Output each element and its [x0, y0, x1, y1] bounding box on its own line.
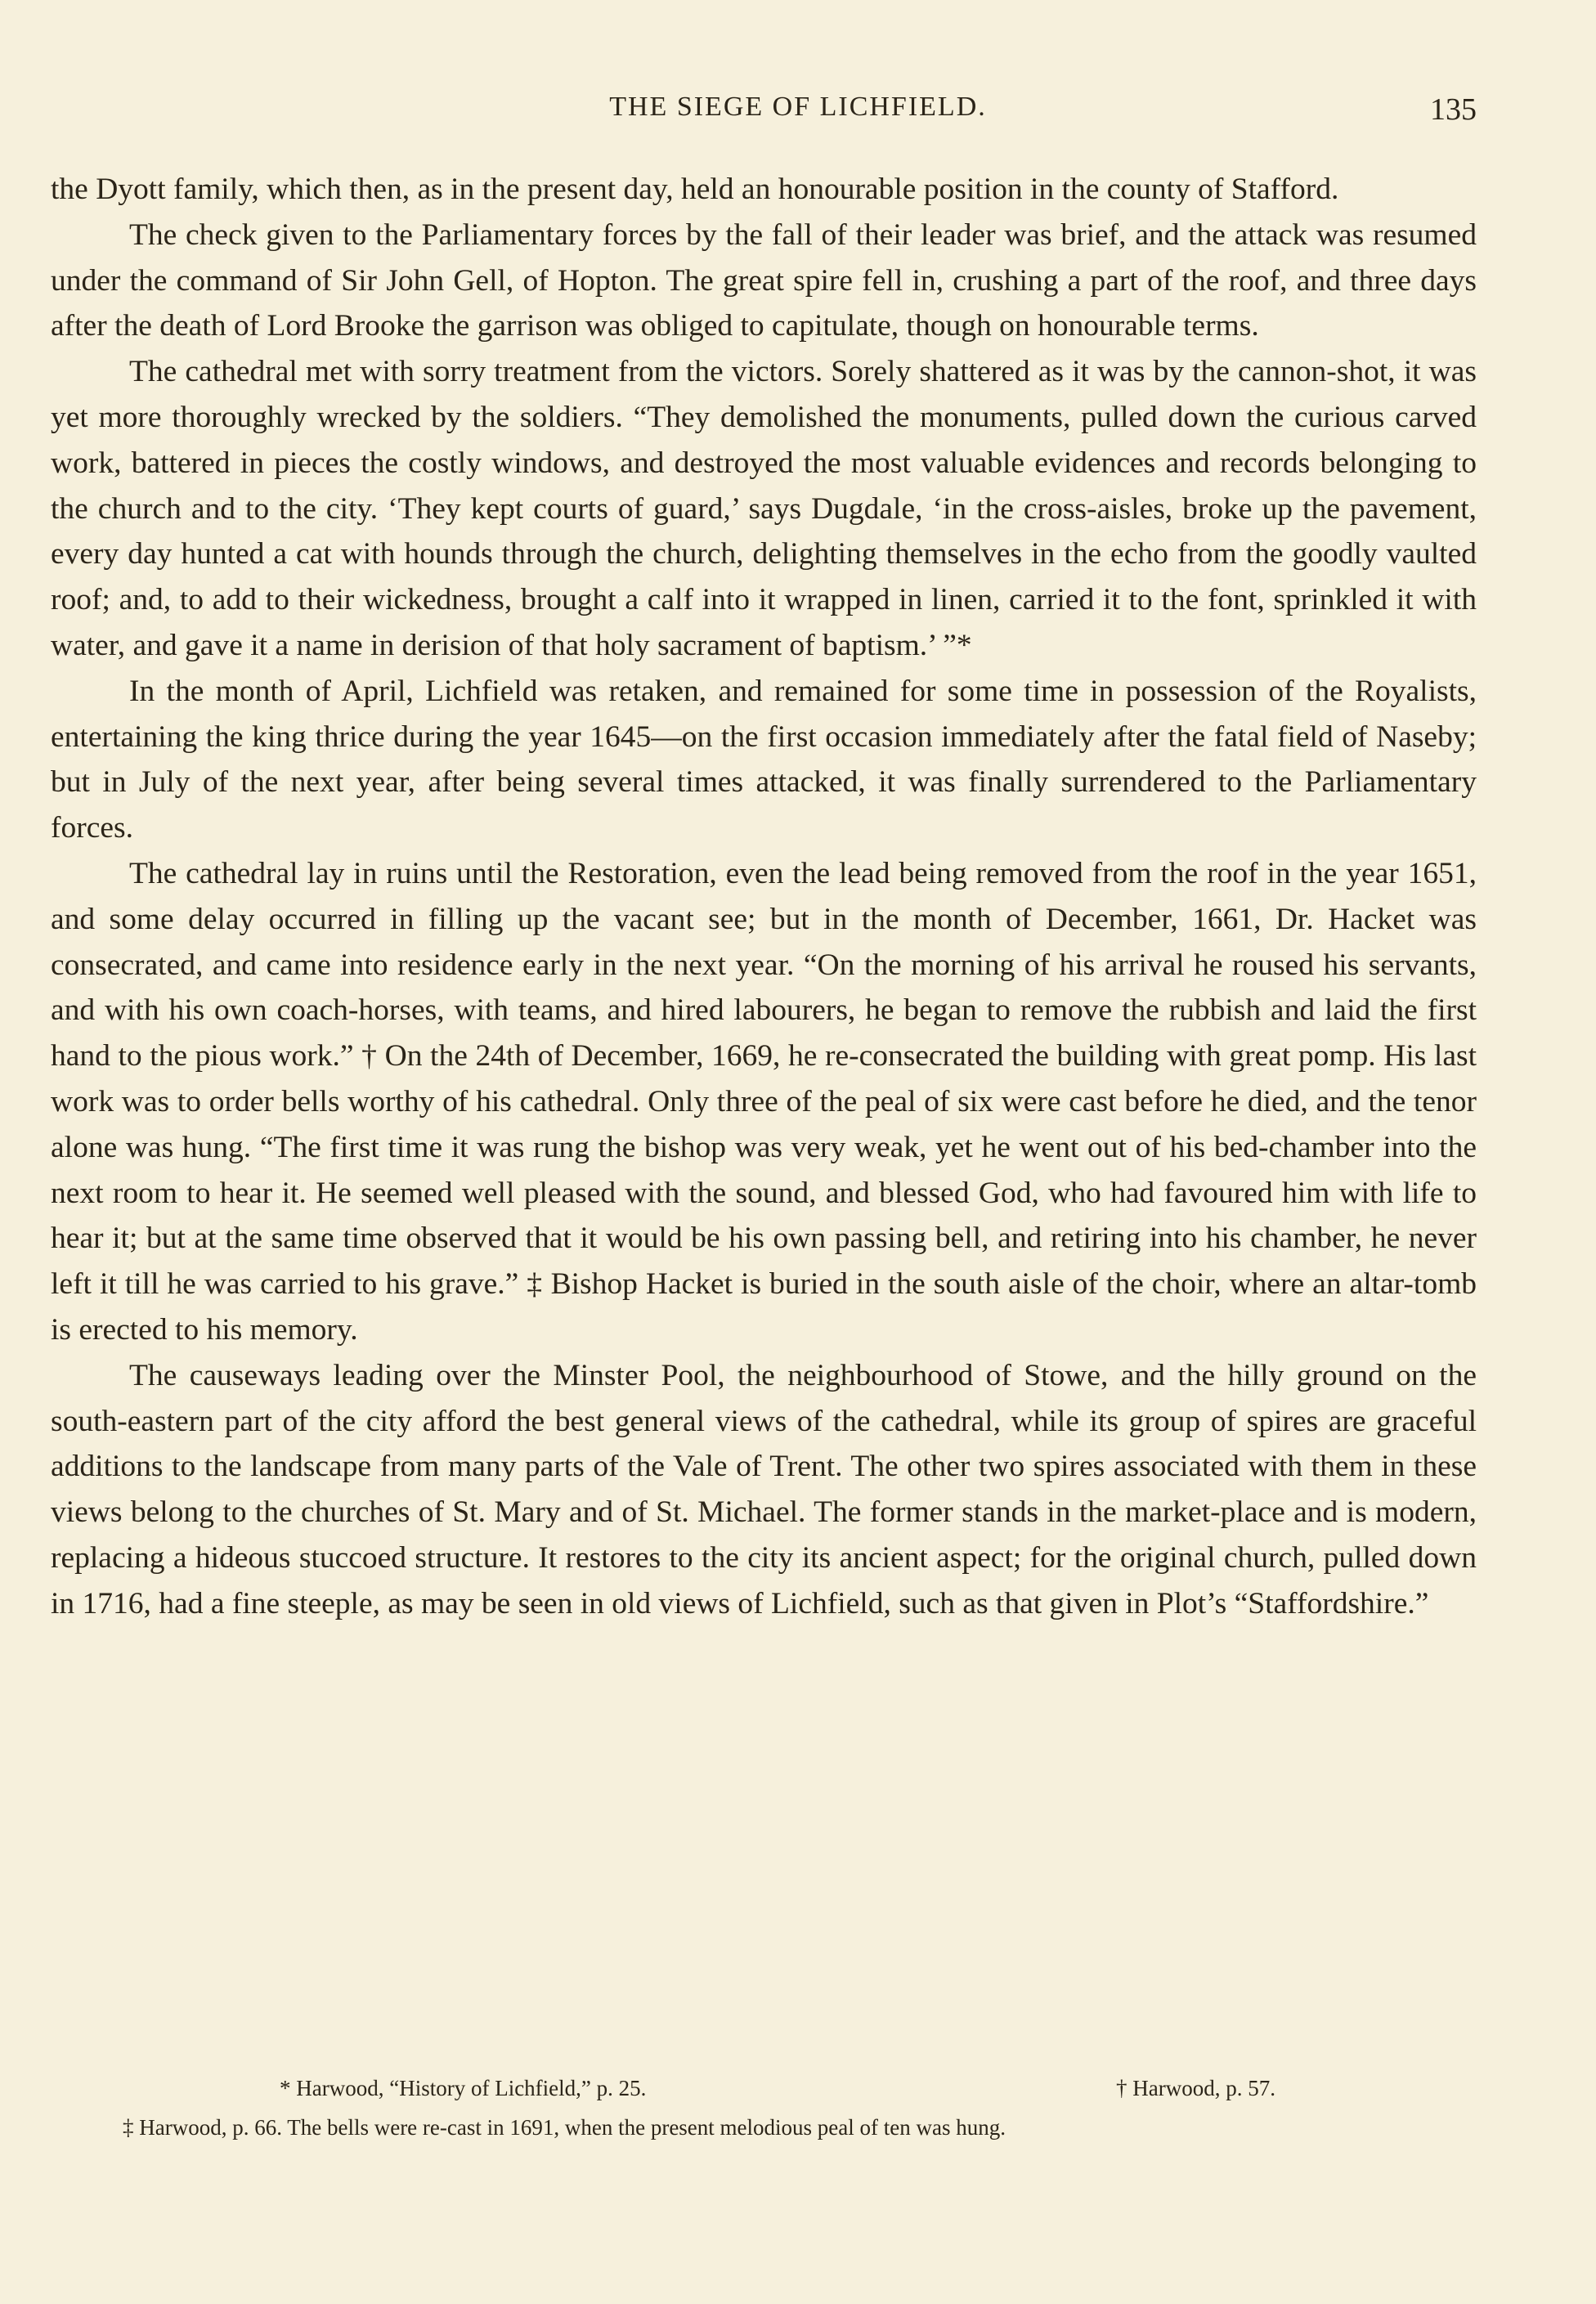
footnotes	[98, 2069, 1439, 2147]
footnote-star: * Harwood, “History of Lichfield,” p. 25.	[280, 2076, 647, 2100]
running-title: THE SIEGE OF LICHFIELD.	[609, 92, 987, 122]
footnote-double-dagger: ‡ Harwood, p. 66. The bells were re-cast in 1691, when the present melodious peal of ten was hung.	[123, 2115, 1006, 2140]
paragraph-continued: the Dyott family, which then, as in the present day, held an honourable position in the county of Stafford.	[51, 173, 1339, 206]
paragraph: The cathedral lay in ruins until the Restoration, even the lead being removed from the roof in the year 1651, and some delay occurred in filling up the vacant see; but in the month of December, 1661, Dr. Hacket was consecrated, and came into residence early in the next year. “On the morning of his arrival he roused his servants, and with his own coach-horses, with teams, and hired labourers, he began to remove the rubbish and laid the first hand to the pious work.” † On the 24th of December, 1669, he re-consecrated the building with great pomp. His last work was to order bells worthy of his cathedral. Only three of the peal of six were cast before he died, and the tenor alone was hung. “The first time it was rung the bishop was very weak, yet he went out of his bed-chamber into the next room to hear it. He seemed well pleased with the sound, and blessed God, who had favoured him with life to hear it; but at the same time observed that it would be his own passing bell, and retiring into his chamber, he never left it till he was carried to his grave.” ‡ Bishop Hacket is buried in the south aisle of the choir, where an altar-tomb is erected to his memory.	[51, 856, 1477, 1347]
paragraph: The causeways leading over the Minster Pool, the neighbourhood of Stowe, and the hilly ground on the south-eastern part of the city afford the best general views of the cathedral, while its group of spires are graceful additions to the landscape from many parts of the Vale of Trent. The other two spires associated with them in these views belong to the churches of St. Mary and of St. Michael. The former stands in the market-place and is modern, replacing a hideous stuccoed structure. It restores to the city its ancient aspect; for the original church, pulled down in 1716, had a fine steeple, as may be seen in old views of Lichfield, such as that given in Plot’s “Staffordshire.”	[51, 1358, 1477, 1620]
paragraph: The cathedral met with sorry treatment from the victors. Sorely shattered as it was by the cannon-shot, it was yet more thoroughly wrecked by the soldiers. “They demolished the monuments, pulled down the curious carved work, battered in pieces the costly windows, and destroyed the most valuable evidences and records belonging to the church and to the city. ‘They kept courts of guard,’ says Dugdale, ‘in the cross-aisles, broke up the pavement, every day hunted a cat with hounds through the church, delighting themselves in the echo from the goodly vaulted roof; and, to add to their wickedness, brought a calf into it wrapped in linen, carried it to the font, sprinkled it with water, and gave it a name in derision of that holy sacrament of baptism.’ ”*	[51, 355, 1477, 662]
footnote-dagger: † Harwood, p. 57.	[1116, 2076, 1275, 2100]
running-head	[0, 92, 1596, 132]
footnote-row	[98, 2069, 1439, 2108]
page-number: 135	[1430, 92, 1477, 127]
paragraph: In the month of April, Lichfield was retaken, and remained for some time in possession of the Royalists, entertaining the king thrice during the year 1645—on the first occasion immediately after the fatal field of Naseby; but in July of the next year, after being several times attacked, it was finally surrendered to the Parliamentary forces.	[51, 674, 1477, 845]
paragraph: The check given to the Parliamentary forces by the fall of their leader was brief, and the attack was resumed under the command of Sir John Gell, of Hopton. The great spire fell in, crushing a part of the roof, and three days after the death of Lord Brooke the garrison was obliged to capitulate, though on honourable terms.	[51, 217, 1477, 343]
body-text	[51, 167, 1477, 1627]
